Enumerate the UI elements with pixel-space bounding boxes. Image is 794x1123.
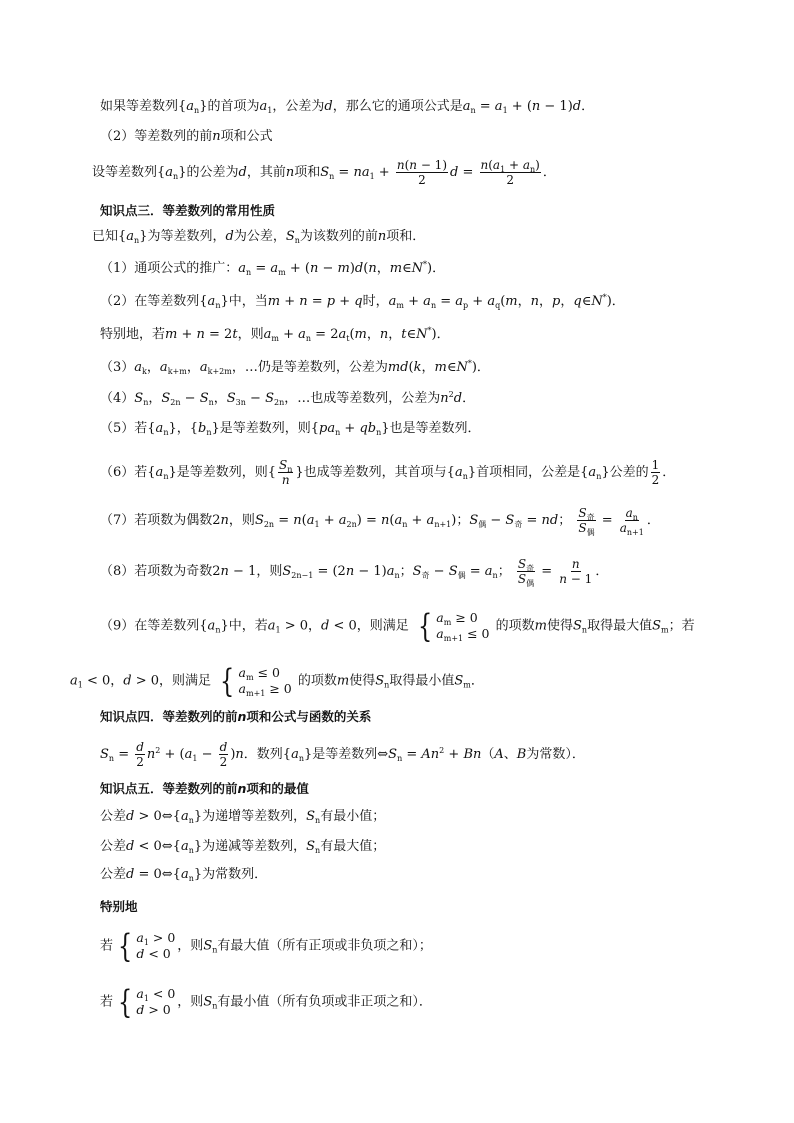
line-d-zero: 公差$d = 0\Leftrightarrow\{a_n\}$为常数列． xyxy=(100,867,268,883)
line-given: 已知$\{a_n\}$为等差数列，d为公差，$S_n$为该数列的前n项和． xyxy=(92,229,426,245)
line-d-negative: 公差$d < 0\Leftrightarrow\{a_n\}$为递减等差数列，$S_n$有最大值； xyxy=(100,839,386,855)
property-9-line-2: $a_1 < 0$，d > 0，则满足 { $a_m \le 0$ $a_{m+1} \ge 0$ 的项数m使得$S_n$取得最小值$S_m$． xyxy=(70,662,484,700)
heading-point-5: 知识点五．等差数列的前n项和的最值 xyxy=(100,781,309,796)
property-7: （7）若项数为偶数2n，则$S_{2n} = n(a_1 + a_{2n}) = n(a_n + a_{n+1})$；$S_偶 - S_奇$ = nd； $S_奇$ $S_偶$ = $\frac{a_n}{a_{n+1}}$ ． xyxy=(100,506,660,537)
property-2-special: 特别地，若m + n = 2t，则$a_m + a_n = 2a_t(m$，n，t∈N*)． xyxy=(100,326,450,343)
property-5: （5）若$\{a_n\}$，$\{b_n\}$是等差数列，则$\{pa_n + qb_n\}$也是等差数列． xyxy=(100,421,481,437)
heading-special: 特别地 xyxy=(100,899,138,914)
property-3: $(3)a_k$，$a_{k+m}$，$a_{k+2m}$，…仍是等差数列，公差为md(k，m∈N*)． xyxy=(100,359,490,376)
heading-point-3: 知识点三．等差数列的常用性质 xyxy=(100,203,276,218)
property-4: $(4)S_n$，$S_{2n} - S_n$，$S_{3n} - S_{2n}$，…也成等差数列，公差为$n^2d$． xyxy=(100,390,476,407)
property-9-line-1: （9）在等差数列$\{a_n\}$中，若$a_1 > 0$，d < 0，则满足 { $a_m \ge 0$ $a_{m+1} \le 0$ 的项数m使得$S_n$取得最大值$S_m$；若 xyxy=(100,607,695,645)
property-2: （2）在等差数列$\{a_n\}$中，当m + n = p + q时，$a_m + a_n = a_p + a_q(m$，n，p，q∈N*)． xyxy=(100,293,625,310)
line-d-positive: 公差$d > 0\Leftrightarrow\{a_n\}$为递增等差数列，$S_n$有最小值； xyxy=(100,809,386,825)
property-8: （8）若项数为奇数2n − 1，则$S_{2n-1} = (2n - 1)a_n$；$S_奇 - S_偶 = a_n$； $S_奇$ $S_偶$ = $\frac{n}{n - 1}$ ． xyxy=(100,557,609,588)
line-special-min: 若 { $a_1 < 0$ d > 0 ，则$S_n$有最小值（所有负项或非正项之和）． xyxy=(100,983,432,1021)
line-sum-formula: 设等差数列$\{a_n\}$的公差为d，其前n项和$S_n = na_1$ + $\frac{n(n - 1)}{2}$ d = $\frac{n(a_1 + a_n)}{2}$ ． xyxy=(92,158,556,187)
line-sum-heading: （2）等差数列的前n项和公式 xyxy=(100,129,273,144)
property-1: （1）通项公式的推广：$a_n = a_m + (n - m)d(n$，m∈N*)． xyxy=(100,260,446,277)
property-6: （6）若$\{a_n\}$是等差数列，则{ $\frac{S_n}{n}$ }也成等差数列，其首项与$\{a_n\}$首项相同，公差是$\{a_n\}$公差的 $\frac{1}{2}$ ． xyxy=(100,458,676,487)
heading-point-4: 知识点四．等差数列的前n项和公式与函数的关系 xyxy=(100,709,372,724)
line-quadratic-form: $S_n$ = $\frac{d}{2}$ $n^2 + (a_1$ − $\frac{d}{2}$ )n．数列$\{a_n\}$是等差数列$\Leftrightarrow S_n = An^2 + Bn(A$、B为常数）． xyxy=(100,740,585,769)
line-general-term: 如果等差数列$\{a_n\}$的首项为$a_1$，公差为d，那么它的通项公式是$a_n = a_1 + (n - 1)d$． xyxy=(100,99,595,115)
line-special-max: 若 { $a_1 > 0$ d < 0 ，则$S_n$有最大值（所有正项或非负项之和）； xyxy=(100,927,432,965)
